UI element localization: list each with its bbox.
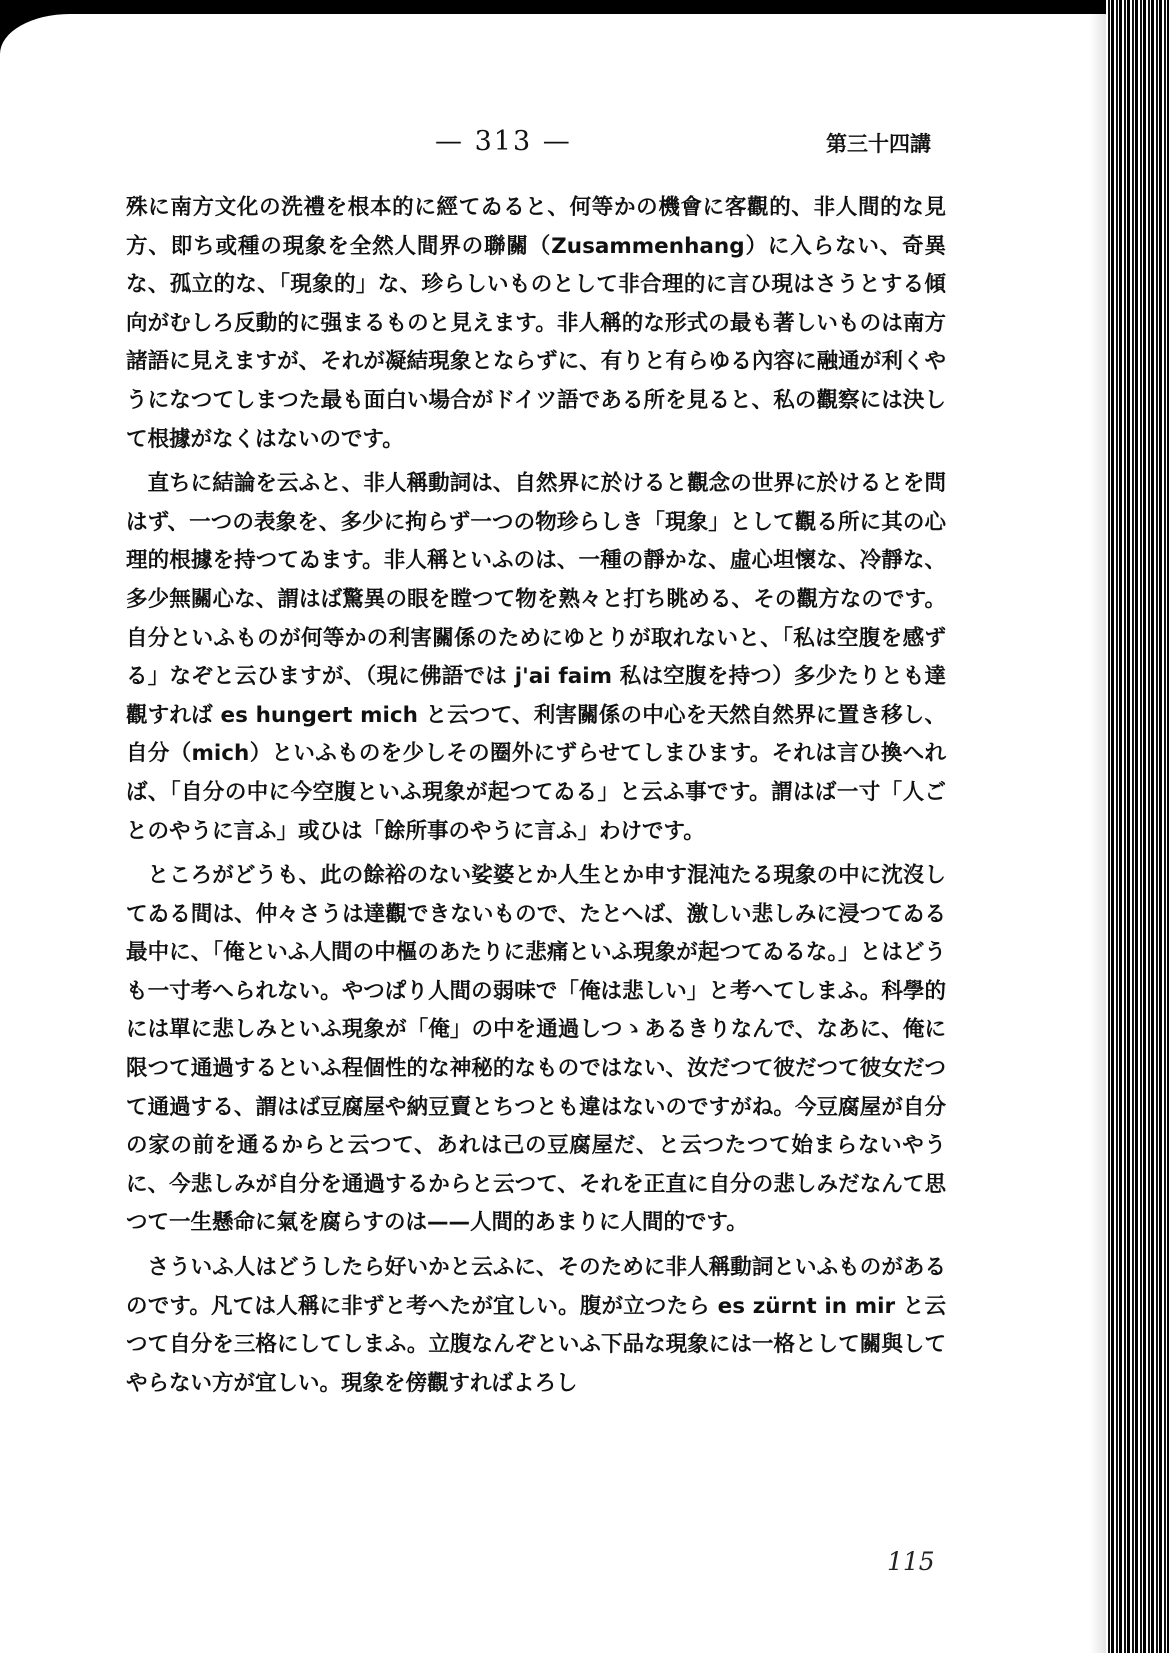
running-header bbox=[0, 126, 1110, 166]
chapter-label: 第三十四講 bbox=[826, 132, 931, 156]
page-number: — 313 — bbox=[435, 126, 572, 157]
folio-number: 115 bbox=[887, 1547, 935, 1576]
body-text bbox=[126, 189, 946, 1403]
paragraph: さういふ人はどうしたら好いかと云ふに、そのために非人稱動詞といふものがあるのです。凡ては人稱に非ずと考へたが宜しい。腹が立つたら es zürnt in mir と云つて自分を三格にしてしまふ。立腹なんぞといふ下品な現象には一格として關與してやらない方が宜しい。現象を傍觀すればよろし bbox=[126, 1255, 946, 1396]
paragraph: ところがどうも、此の餘裕のない娑婆とか人生とか申す混沌たる現象の中に沈沒してゐる間は、仲々さうは達觀できないもので、たとへば、激しい悲しみに浸つてゐる最中に、「俺といふ人間の中樞のあたりに悲痛といふ現象が起つてゐるな。」とはどうも一寸考へられない。やつぱり人間の弱味で「俺は悲しい」と考へてしまふ。科學的には單に悲しみといふ現象が「俺」の中を通過しつゝあるきりなんで、なあに、俺に限つて通過するといふ程個性的な神秘的なものではない、汝だつて彼だつて彼女だつて通過する、謂はば豆腐屋や納豆賣とちつとも違はないのですがね。今豆腐屋が自分の家の前を通るからと云つて、あれは己の豆腐屋だ、と云つたつて始まらないやうに、今悲しみが自分を通過するからと云つて、それを正直に自分の悲しみだなんて思つて一生懸命に氣を腐らすのは——人間的あまりに人間的です。 bbox=[126, 863, 946, 1236]
paragraph: 殊に南方文化の洗禮を根本的に經てゐると、何等かの機會に客觀的、非人間的な見方、即ち或種の現象を全然人間界の聯關（Zusammenhang）に入らない、奇異な、孤立的な、「現象的」な、珍らしいものとして非合理的に言ひ現はさうとする傾向がむしろ反動的に强まるものと見えます。非人稱的な形式の最も著しいものは南方諸語に見えますが、それが凝結現象とならずに、有りと有らゆる內容に融通が利くやうになつてしまつた最も面白い場合がドイツ語である所を見ると、私の觀察には決して根據がなくはないのです。 bbox=[126, 195, 946, 452]
paper-sheet bbox=[0, 14, 1118, 1653]
paragraph: 直ちに結論を云ふと、非人稱動詞は、自然界に於けると觀念の世界に於けるとを問はず、一つの表象を、多少に拘らず一つの物珍らしき「現象」として觀る所に其の心理的根據を持つてゐます。非人稱といふのは、一種の靜かな、虛心坦懷な、冷靜な、多少無關心な、謂はば驚異の眼を瞠つて物を熟々と打ち眺める、その觀方なのです。自分といふものが何等かの利害關係のためにゆとりが取れないと、「私は空腹を感ずる」なぞと云ひますが、（現に佛語では j'ai faim 私は空腹を持つ）多少たりとも達觀すれば es hungert mich と云つて、利害關係の中心を天然自然界に置き移し、自分（mich）といふものを少しその圈外にずらせてしまひます。それは言ひ換へれば、「自分の中に今空腹といふ現象が起つてゐる」と云ふ事です。謂はば一寸「人ごとのやうに言ふ」或ひは「餘所事のやうに言ふ」わけです。 bbox=[126, 471, 946, 844]
book-edge bbox=[1106, 0, 1169, 1653]
